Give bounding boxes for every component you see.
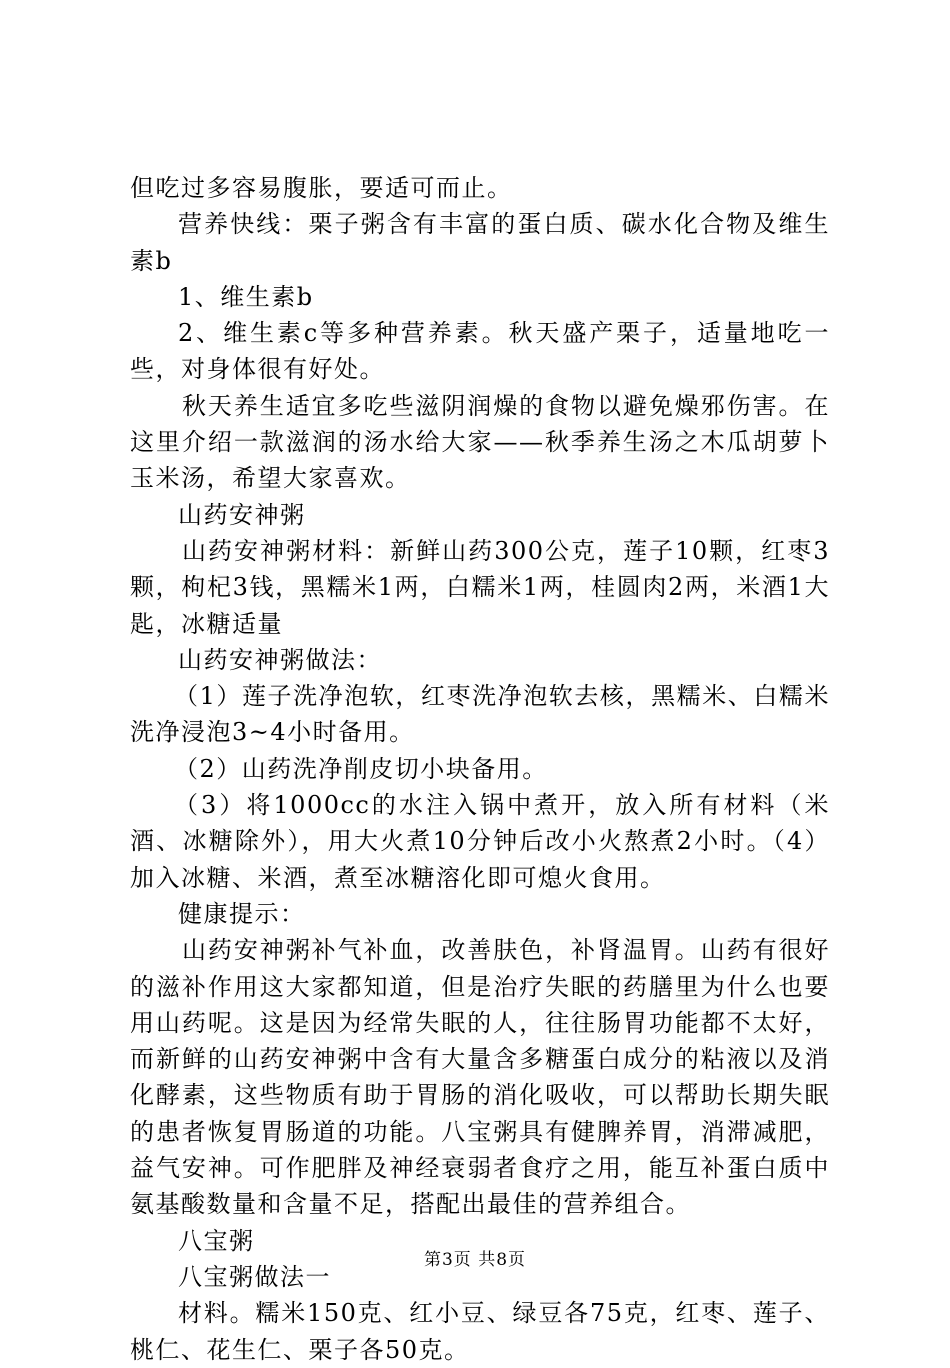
paragraph-5: 秋天养生适宜多吃些滋阴润燥的食物以避免燥邪伤害。在这里介绍一款滋润的汤水给大家——秋季养生汤之木瓜胡萝卜玉米汤，希望大家喜欢。: [130, 391, 830, 493]
paragraph-yam-ingredients: 山药安神粥材料：新鲜山药300公克，莲子10颗，红枣3颗，枸杞3钱，黑糯米1两，白糯米1两，桂圆肉2两，米酒1大匙，冰糖适量: [130, 536, 830, 638]
paragraph-yam-method-heading: 山药安神粥做法：: [178, 645, 382, 674]
paragraph-3: 1、维生素b: [178, 282, 314, 311]
paragraph-babao-ingredients: 材料。糯米150克、红小豆、绿豆各75克，红枣、莲子、桃仁、花生仁、栗子各50克。: [130, 1299, 830, 1364]
document-body: [130, 170, 830, 1368]
section-heading-yam-porridge: 山药安神粥: [178, 500, 306, 529]
paragraph-babao-method-heading: 八宝粥做法一: [178, 1262, 331, 1291]
paragraph-health-tip: 山药安神粥补气补血，改善肤色，补肾温胃。山药有很好的滋补作用这大家都知道，但是治疗失眠的药膳里为什么也要用山药呢。这是因为经常失眠的人，往往肠胃功能都不太好，而新鲜的山药安神粥中含有大量含多糖蛋白成分的粘液以及消化酵素，这些物质有助于胃肠的消化吸收，可以帮助长期失眠的患者恢复胃肠道的功能。八宝粥具有健脾养胃，消滞减肥，益气安神。可作肥胖及神经衰弱者食疗之用，能互补蛋白质中氨基酸数量和含量不足，搭配出最佳的营养组合。: [130, 936, 830, 1219]
paragraph-step-2: （2）山药洗净削皮切小块备用。: [174, 754, 548, 783]
page-number-footer: 第3页 共8页: [423, 1250, 527, 1270]
paragraph-2: 营养快线：栗子粥含有丰富的蛋白质、碳水化合物及维生素b: [130, 210, 830, 275]
paragraph-step-3-4: （3）将1000cc的水注入锅中煮开，放入所有材料（米酒、冰糖除外），用大火煮10分钟后改小火熬煮2小时。（4）加入冰糖、米酒，煮至冰糖溶化即可熄火食用。: [130, 791, 830, 892]
paragraph-4: 2、维生素c等多种营养素。秋天盛产栗子，适量地吃一些，对身体很有好处。: [130, 319, 830, 384]
paragraph-1: 但吃过多容易腹胀，要适可而止。: [130, 174, 513, 202]
paragraph-step-1: （1）莲子洗净泡软，红枣洗净泡软去核，黑糯米、白糯米洗净浸泡3~4小时备用。: [130, 682, 830, 747]
paragraph-health-tip-heading: 健康提示：: [178, 899, 306, 928]
section-heading-babao-porridge: 八宝粥: [178, 1226, 255, 1255]
